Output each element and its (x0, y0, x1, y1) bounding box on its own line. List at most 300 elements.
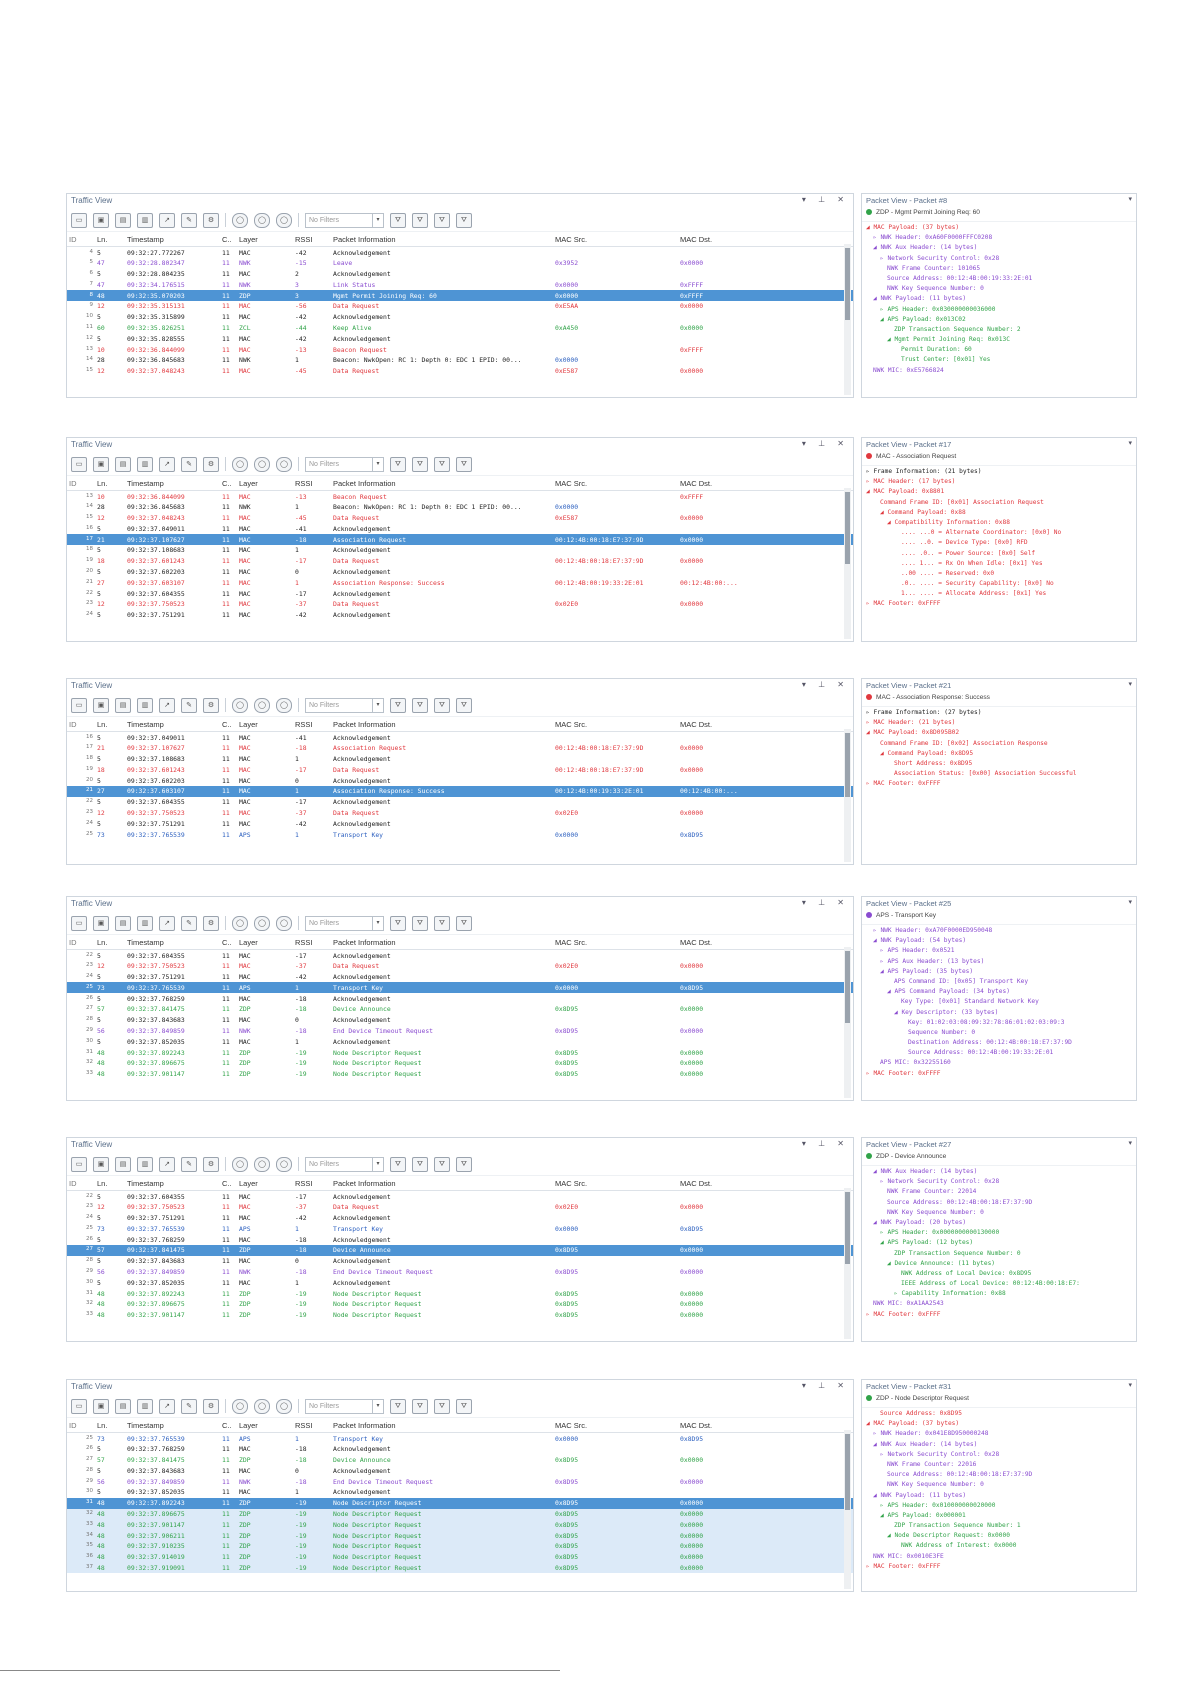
table-row[interactable] (67, 1487, 853, 1498)
export-icon[interactable]: ▤ (115, 213, 131, 228)
export-icon[interactable]: ▤ (115, 916, 131, 931)
column-header-id[interactable]: ID (69, 1421, 77, 1430)
tree-node[interactable]: ▹ NWK Header: 0x041E8D950000248 (873, 1430, 989, 1438)
table-row[interactable] (67, 1058, 853, 1069)
window-controls[interactable]: ▾ ⊥ ✕ (801, 1139, 849, 1148)
tree-node[interactable]: NWK Key Sequence Number: 0 (887, 285, 984, 293)
column-header-mac_src[interactable]: MAC Src. (555, 235, 588, 244)
tree-node[interactable]: 1... .... = Allocate Address: [0x1] Yes (901, 590, 1047, 598)
filter-clear-icon[interactable]: ⛛ (456, 698, 472, 713)
table-row[interactable] (67, 1202, 853, 1213)
comment-icon[interactable]: ◯ (232, 213, 248, 228)
table-row[interactable] (67, 950, 853, 961)
table-row[interactable] (67, 1563, 853, 1574)
back-icon[interactable]: ◯ (254, 457, 270, 472)
vertical-scrollbar[interactable] (844, 1430, 851, 1589)
column-header-mac_src[interactable]: MAC Src. (555, 1179, 588, 1188)
window-controls[interactable]: ▾ ⊥ ✕ (801, 898, 849, 907)
edit-icon[interactable]: ✎ (181, 916, 197, 931)
table-row[interactable] (67, 599, 853, 610)
filter-clear-icon[interactable]: ⛛ (456, 1399, 472, 1414)
share-icon[interactable]: ↗ (159, 1399, 175, 1414)
table-row[interactable] (67, 1310, 853, 1321)
filter-select[interactable] (305, 1157, 384, 1172)
table-row[interactable] (67, 1465, 853, 1476)
filter-apply-icon[interactable]: ⛛ (434, 213, 450, 228)
column-header-layer[interactable]: Layer (239, 720, 258, 729)
column-header-mac_dst[interactable]: MAC Dst. (680, 479, 713, 488)
filter-select[interactable] (305, 213, 384, 228)
tree-node[interactable]: Source Address: 00:12:4B:00:18:E7:37:9D (887, 1198, 1033, 1206)
tree-node[interactable]: ◢ APS Command Payload: (34 bytes) (887, 988, 1010, 996)
table-row[interactable] (67, 808, 853, 819)
column-header-layer[interactable]: Layer (239, 1421, 258, 1430)
column-header-info[interactable]: Packet Information (333, 1179, 396, 1188)
table-row[interactable] (67, 1444, 853, 1455)
share-icon[interactable]: ↗ (159, 457, 175, 472)
back-icon[interactable]: ◯ (254, 213, 270, 228)
table-row[interactable] (67, 502, 853, 513)
edit-icon[interactable]: ✎ (181, 1399, 197, 1414)
tree-node[interactable]: ▹ APS Aux Header: (13 bytes) (880, 957, 985, 965)
tree-node[interactable]: ◢ Command Payload: 0x8D95 (880, 749, 974, 757)
filter-clear-icon[interactable]: ⛛ (456, 457, 472, 472)
column-header-ts[interactable]: Timestamp (127, 938, 164, 947)
filter-add-icon[interactable]: ⛛ (390, 1399, 406, 1414)
tree-node[interactable]: ◢ Key Descriptor: (33 bytes) (894, 1008, 999, 1016)
tree-node[interactable]: NWK Frame Counter: 101065 (887, 264, 981, 272)
table-row[interactable] (67, 754, 853, 765)
save-icon[interactable]: ▣ (93, 213, 109, 228)
tree-node[interactable]: NWK Frame Counter: 22014 (887, 1188, 977, 1196)
column-header-ln[interactable]: Ln. (97, 1421, 108, 1430)
table-row[interactable] (67, 1267, 853, 1278)
column-header-ts[interactable]: Timestamp (127, 1421, 164, 1430)
tree-node[interactable]: ◢ NWK Payload: (11 bytes) (873, 295, 967, 303)
tree-node[interactable]: ◢ Mgmt Permit Joining Req: 0x013C (887, 336, 1010, 344)
window-controls[interactable]: ▾ ⊥ ✕ (801, 680, 849, 689)
tree-node[interactable]: ZDP Transaction Sequence Number: 1 (894, 1522, 1021, 1530)
table-row[interactable] (67, 982, 853, 993)
comment-icon[interactable]: ◯ (232, 1157, 248, 1172)
column-header-info[interactable]: Packet Information (333, 479, 396, 488)
tree-node[interactable]: IEEE Address of Local Device: 00:12:4B:00:18:E7: (901, 1280, 1080, 1288)
tree-node[interactable]: ◢ APS Payload: 0x000001 (880, 1511, 966, 1519)
table-row[interactable] (67, 312, 853, 323)
table-row[interactable] (67, 513, 853, 524)
table-row[interactable] (67, 1519, 853, 1530)
tree-node[interactable]: NWK MIC: 0xE5766824 (873, 366, 944, 374)
vertical-scrollbar[interactable] (844, 729, 851, 862)
open-file-icon[interactable]: ▭ (71, 698, 87, 713)
tree-node[interactable]: ▹ Network Security Control: 0x28 (880, 254, 1000, 262)
tree-node[interactable]: NWK Key Sequence Number: 0 (887, 1208, 984, 1216)
tree-node[interactable]: ◢ MAC Payload: (37 bytes) (866, 1420, 960, 1428)
tree-node[interactable]: ◢ MAC Payload: 0x8801 (866, 488, 945, 496)
filter-add-icon[interactable]: ⛛ (390, 698, 406, 713)
tree-node[interactable]: ZDP Transaction Sequence Number: 2 (894, 325, 1021, 333)
column-header-ln[interactable]: Ln. (97, 938, 108, 947)
tree-node[interactable]: ▹ Capability Information: 0x88 (894, 1290, 1006, 1298)
table-row[interactable] (67, 567, 853, 578)
table-row[interactable] (67, 366, 853, 377)
tree-node[interactable]: ▹ APS Header: 0x030000000036000 (880, 305, 996, 313)
edit-icon[interactable]: ✎ (181, 1157, 197, 1172)
chevron-down-icon[interactable]: ▾ (372, 458, 383, 471)
vertical-scrollbar[interactable] (844, 1188, 851, 1339)
settings-icon[interactable]: ⚙ (203, 1157, 219, 1172)
tree-node[interactable]: ▹ NWK Header: 0xA60F0000FFFC0208 (873, 234, 993, 242)
tree-node[interactable]: ▹ APS Header: 0x0000000000130000 (880, 1229, 1000, 1237)
filter-add-icon[interactable]: ⛛ (390, 916, 406, 931)
chevron-down-icon[interactable]: ▾ (372, 917, 383, 930)
filter-apply-icon[interactable]: ⛛ (434, 916, 450, 931)
tree-node[interactable]: ◢ Command Payload: 0x88 (880, 508, 966, 516)
scrollbar-thumb[interactable] (845, 492, 850, 564)
tree-node[interactable]: ◢ APS Payload: 0x013C02 (880, 315, 966, 323)
table-row[interactable] (67, 818, 853, 829)
tree-node[interactable]: Command Frame ID: [0x01] Association Request (880, 498, 1044, 506)
edit-icon[interactable]: ✎ (181, 698, 197, 713)
forward-icon[interactable]: ◯ (276, 213, 292, 228)
filter-edit-icon[interactable]: ⛛ (412, 1157, 428, 1172)
tree-node[interactable]: APS Command ID: [0x05] Transport Key (894, 977, 1029, 985)
tree-node[interactable]: ◢ NWK Aux Header: (14 bytes) (873, 1168, 978, 1175)
tree-node[interactable]: ▹ MAC Footer: 0xFFFF (866, 1310, 941, 1318)
open-file-icon[interactable]: ▭ (71, 1157, 87, 1172)
table-row[interactable] (67, 775, 853, 786)
column-header-info[interactable]: Packet Information (333, 235, 396, 244)
table-row[interactable] (67, 1069, 853, 1080)
tree-node[interactable]: ▹ Frame Information: (27 bytes) (866, 709, 982, 716)
tree-node[interactable]: Source Address: 00:12:4B:00:19:33:2E:01 (908, 1049, 1054, 1057)
scrollbar-thumb[interactable] (845, 248, 850, 320)
chevron-down-icon[interactable]: ▾ (1128, 681, 1132, 688)
column-header-info[interactable]: Packet Information (333, 1421, 396, 1430)
table-row[interactable] (67, 1256, 853, 1267)
column-header-ch[interactable]: C.. (222, 720, 232, 729)
tree-node[interactable]: Destination Address: 00:12:4B:00:18:E7:37:9D (908, 1039, 1072, 1047)
tree-node[interactable]: ◢ Device Announce: (11 bytes) (887, 1259, 996, 1267)
save-icon[interactable]: ▣ (93, 1399, 109, 1414)
open-file-icon[interactable]: ▭ (71, 1399, 87, 1414)
chevron-down-icon[interactable]: ▾ (372, 214, 383, 227)
table-row[interactable] (67, 344, 853, 355)
filter-add-icon[interactable]: ⛛ (390, 457, 406, 472)
column-header-layer[interactable]: Layer (239, 235, 258, 244)
comment-icon[interactable]: ◯ (232, 916, 248, 931)
tree-node[interactable]: ◢ Compatibility Information: 0x88 (887, 518, 1010, 526)
settings-icon[interactable]: ⚙ (203, 213, 219, 228)
table-row[interactable] (67, 588, 853, 599)
settings-icon[interactable]: ⚙ (203, 916, 219, 931)
column-header-mac_src[interactable]: MAC Src. (555, 720, 588, 729)
window-controls[interactable]: ▾ ⊥ ✕ (801, 439, 849, 448)
tree-node[interactable]: Sequence Number: 0 (908, 1028, 976, 1036)
column-header-ch[interactable]: C.. (222, 1421, 232, 1430)
save-icon[interactable]: ▣ (93, 916, 109, 931)
export-icon[interactable]: ▤ (115, 1399, 131, 1414)
table-row[interactable] (67, 258, 853, 269)
back-icon[interactable]: ◯ (254, 1399, 270, 1414)
table-row[interactable] (67, 743, 853, 754)
filter-clear-icon[interactable]: ⛛ (456, 1157, 472, 1172)
filter-select[interactable] (305, 457, 384, 472)
table-row[interactable] (67, 1498, 853, 1509)
comment-icon[interactable]: ◯ (232, 698, 248, 713)
tree-node[interactable]: .... ..0. = Device Type: [0x0] RFD (901, 539, 1028, 547)
tree-node[interactable]: ◢ NWK Payload: (11 bytes) (873, 1491, 967, 1499)
filter-clear-icon[interactable]: ⛛ (456, 213, 472, 228)
tree-node[interactable]: ◢ NWK Aux Header: (14 bytes) (873, 1440, 978, 1448)
filter-clear-icon[interactable]: ⛛ (456, 916, 472, 931)
table-row[interactable] (67, 1047, 853, 1058)
tree-node[interactable]: Source Address: 0x8D95 (880, 1410, 962, 1417)
chevron-down-icon[interactable]: ▾ (1128, 899, 1132, 906)
table-row[interactable] (67, 1277, 853, 1288)
table-row[interactable] (67, 577, 853, 588)
tree-node[interactable]: ▹ MAC Footer: 0xFFFF (866, 780, 941, 788)
table-row[interactable] (67, 247, 853, 258)
column-header-rssi[interactable]: RSSI (295, 1179, 313, 1188)
table-row[interactable] (67, 1213, 853, 1224)
tree-node[interactable]: ▹ MAC Header: (17 bytes) (866, 478, 956, 486)
column-header-ts[interactable]: Timestamp (127, 479, 164, 488)
tree-node[interactable]: ◢ MAC Payload: (37 bytes) (866, 224, 960, 231)
column-header-rssi[interactable]: RSSI (295, 1421, 313, 1430)
column-header-ts[interactable]: Timestamp (127, 1179, 164, 1188)
tree-node[interactable]: Key Type: [0x01] Standard Network Key (901, 998, 1039, 1006)
tree-node[interactable]: NWK Address of Local Device: 0x8D95 (901, 1269, 1032, 1277)
tree-node[interactable]: ▹ Network Security Control: 0x28 (880, 1450, 1000, 1458)
table-row[interactable] (67, 290, 853, 301)
tree-node[interactable]: ▹ APS Header: 0x0521 (880, 947, 955, 955)
table-row[interactable] (67, 545, 853, 556)
tree-node[interactable]: .... ...0 = Alternate Coordinator: [0x0] No (901, 529, 1062, 537)
tree-node[interactable]: Source Address: 00:12:4B:00:19:33:2E:01 (887, 274, 1033, 282)
filter-apply-icon[interactable]: ⛛ (434, 457, 450, 472)
filter-edit-icon[interactable]: ⛛ (412, 698, 428, 713)
chevron-down-icon[interactable]: ▾ (1128, 196, 1132, 203)
filter-apply-icon[interactable]: ⛛ (434, 1157, 450, 1172)
chevron-down-icon[interactable]: ▾ (372, 699, 383, 712)
table-row[interactable] (67, 1191, 853, 1202)
tree-node[interactable]: APS MIC: 0x32255160 (880, 1059, 951, 1067)
tree-node[interactable]: Association Status: [0x00] Association Successful (894, 770, 1077, 778)
column-header-layer[interactable]: Layer (239, 938, 258, 947)
tree-node[interactable]: Command Frame ID: [0x02] Association Response (880, 739, 1048, 747)
scrollbar-thumb[interactable] (845, 951, 850, 1023)
tree-node[interactable]: ▹ MAC Footer: 0xFFFF (866, 600, 941, 608)
tree-node[interactable]: .... .0.. = Power Source: [0x0] Self (901, 549, 1036, 557)
tree-node[interactable]: Permit Duration: 60 (901, 346, 972, 354)
print-icon[interactable]: ▥ (137, 1157, 153, 1172)
tree-node[interactable]: ◢ MAC Payload: 0x8D095B02 (866, 729, 960, 737)
comment-icon[interactable]: ◯ (232, 457, 248, 472)
table-row[interactable] (67, 1299, 853, 1310)
table-row[interactable] (67, 797, 853, 808)
table-row[interactable] (67, 333, 853, 344)
export-icon[interactable]: ▤ (115, 1157, 131, 1172)
chevron-down-icon[interactable]: ▾ (372, 1158, 383, 1171)
filter-add-icon[interactable]: ⛛ (390, 213, 406, 228)
table-row[interactable] (67, 786, 853, 797)
column-header-mac_dst[interactable]: MAC Dst. (680, 720, 713, 729)
column-header-id[interactable]: ID (69, 479, 77, 488)
column-header-mac_dst[interactable]: MAC Dst. (680, 1179, 713, 1188)
edit-icon[interactable]: ✎ (181, 213, 197, 228)
window-controls[interactable]: ▾ ⊥ ✕ (801, 195, 849, 204)
export-icon[interactable]: ▤ (115, 457, 131, 472)
table-row[interactable] (67, 1552, 853, 1563)
forward-icon[interactable]: ◯ (276, 1399, 292, 1414)
table-row[interactable] (67, 355, 853, 366)
column-header-ch[interactable]: C.. (222, 938, 232, 947)
tree-node[interactable]: NWK Address of Interest: 0x0000 (901, 1542, 1017, 1550)
column-header-ch[interactable]: C.. (222, 235, 232, 244)
column-header-mac_dst[interactable]: MAC Dst. (680, 1421, 713, 1430)
table-row[interactable] (67, 1433, 853, 1444)
column-header-id[interactable]: ID (69, 235, 77, 244)
tree-node[interactable]: Source Address: 00:12:4B:00:18:E7:37:9D (887, 1471, 1033, 1479)
table-row[interactable] (67, 1234, 853, 1245)
column-header-ln[interactable]: Ln. (97, 720, 108, 729)
comment-icon[interactable]: ◯ (232, 1399, 248, 1414)
print-icon[interactable]: ▥ (137, 916, 153, 931)
column-header-info[interactable]: Packet Information (333, 720, 396, 729)
table-row[interactable] (67, 491, 853, 502)
tree-node[interactable]: ZDP Transaction Sequence Number: 0 (894, 1249, 1021, 1257)
forward-icon[interactable]: ◯ (276, 1157, 292, 1172)
table-row[interactable] (67, 1026, 853, 1037)
tree-node[interactable]: Key: 01:02:03:08:09:32:78:86:01:02:03:09:3 (908, 1018, 1065, 1026)
table-row[interactable] (67, 1036, 853, 1047)
column-header-mac_src[interactable]: MAC Src. (555, 938, 588, 947)
back-icon[interactable]: ◯ (254, 698, 270, 713)
column-header-mac_src[interactable]: MAC Src. (555, 479, 588, 488)
vertical-scrollbar[interactable] (844, 947, 851, 1098)
tree-node[interactable]: ◢ APS Payload: (35 bytes) (880, 967, 974, 975)
tree-node[interactable]: ◢ APS Payload: (12 bytes) (880, 1239, 974, 1247)
window-controls[interactable]: ▾ ⊥ ✕ (801, 1381, 849, 1390)
table-row[interactable] (67, 993, 853, 1004)
table-row[interactable] (67, 279, 853, 290)
scrollbar-thumb[interactable] (845, 1192, 850, 1264)
column-header-id[interactable]: ID (69, 1179, 77, 1188)
column-header-id[interactable]: ID (69, 938, 77, 947)
table-row[interactable] (67, 269, 853, 280)
filter-apply-icon[interactable]: ⛛ (434, 1399, 450, 1414)
table-row[interactable] (67, 534, 853, 545)
table-row[interactable] (67, 301, 853, 312)
column-header-layer[interactable]: Layer (239, 479, 258, 488)
column-header-id[interactable]: ID (69, 720, 77, 729)
column-header-info[interactable]: Packet Information (333, 938, 396, 947)
column-header-ln[interactable]: Ln. (97, 479, 108, 488)
table-row[interactable] (67, 610, 853, 621)
table-row[interactable] (67, 1541, 853, 1552)
tree-node[interactable]: ..00 .... = Reserved: 0x0 (901, 569, 995, 577)
tree-node[interactable]: .... 1... = Rx On When Idle: [0x1] Yes (901, 559, 1043, 567)
column-header-rssi[interactable]: RSSI (295, 235, 313, 244)
tree-node[interactable]: ◢ NWK Payload: (20 bytes) (873, 1218, 967, 1226)
settings-icon[interactable]: ⚙ (203, 698, 219, 713)
table-row[interactable] (67, 1015, 853, 1026)
open-file-icon[interactable]: ▭ (71, 457, 87, 472)
table-row[interactable] (67, 829, 853, 840)
column-header-ch[interactable]: C.. (222, 1179, 232, 1188)
export-icon[interactable]: ▤ (115, 698, 131, 713)
tree-node[interactable]: Short Address: 0x8D95 (894, 759, 973, 767)
filter-edit-icon[interactable]: ⛛ (412, 916, 428, 931)
tree-node[interactable]: ▹ MAC Footer: 0xFFFF (866, 1562, 941, 1570)
tree-node[interactable]: NWK Key Sequence Number: 0 (887, 1481, 984, 1489)
column-header-ts[interactable]: Timestamp (127, 235, 164, 244)
table-row[interactable] (67, 323, 853, 334)
chevron-down-icon[interactable]: ▾ (1128, 440, 1132, 447)
table-row[interactable] (67, 1455, 853, 1466)
filter-select[interactable] (305, 1399, 384, 1414)
table-row[interactable] (67, 523, 853, 534)
table-row[interactable] (67, 972, 853, 983)
share-icon[interactable]: ↗ (159, 1157, 175, 1172)
settings-icon[interactable]: ⚙ (203, 457, 219, 472)
column-header-mac_dst[interactable]: MAC Dst. (680, 938, 713, 947)
table-row[interactable] (67, 732, 853, 743)
print-icon[interactable]: ▥ (137, 457, 153, 472)
table-row[interactable] (67, 1223, 853, 1234)
vertical-scrollbar[interactable] (844, 488, 851, 639)
table-row[interactable] (67, 1288, 853, 1299)
edit-icon[interactable]: ✎ (181, 457, 197, 472)
forward-icon[interactable]: ◯ (276, 916, 292, 931)
table-row[interactable] (67, 1245, 853, 1256)
filter-select[interactable] (305, 916, 384, 931)
print-icon[interactable]: ▥ (137, 1399, 153, 1414)
table-row[interactable] (67, 961, 853, 972)
share-icon[interactable]: ↗ (159, 698, 175, 713)
forward-icon[interactable]: ◯ (276, 457, 292, 472)
vertical-scrollbar[interactable] (844, 244, 851, 395)
share-icon[interactable]: ↗ (159, 213, 175, 228)
filter-add-icon[interactable]: ⛛ (390, 1157, 406, 1172)
back-icon[interactable]: ◯ (254, 1157, 270, 1172)
tree-node[interactable]: ▹ Frame Information: (21 bytes) (866, 468, 982, 475)
chevron-down-icon[interactable]: ▾ (372, 1400, 383, 1413)
column-header-ts[interactable]: Timestamp (127, 720, 164, 729)
save-icon[interactable]: ▣ (93, 1157, 109, 1172)
column-header-mac_src[interactable]: MAC Src. (555, 1421, 588, 1430)
open-file-icon[interactable]: ▭ (71, 916, 87, 931)
tree-node[interactable]: ◢ NWK Payload: (54 bytes) (873, 937, 967, 945)
open-file-icon[interactable]: ▭ (71, 213, 87, 228)
save-icon[interactable]: ▣ (93, 457, 109, 472)
column-header-ln[interactable]: Ln. (97, 235, 108, 244)
table-row[interactable] (67, 1509, 853, 1520)
table-row[interactable] (67, 1530, 853, 1541)
column-header-rssi[interactable]: RSSI (295, 479, 313, 488)
tree-node[interactable]: ◢ Node Descriptor Request: 0x0000 (887, 1532, 1010, 1540)
tree-node[interactable]: ◢ NWK Aux Header: (14 bytes) (873, 244, 978, 252)
filter-edit-icon[interactable]: ⛛ (412, 213, 428, 228)
filter-edit-icon[interactable]: ⛛ (412, 457, 428, 472)
print-icon[interactable]: ▥ (137, 698, 153, 713)
tree-node[interactable]: ▹ MAC Footer: 0xFFFF (866, 1069, 941, 1077)
tree-node[interactable]: .0.. .... = Security Capability: [0x0] No (901, 580, 1054, 588)
scrollbar-thumb[interactable] (845, 733, 850, 797)
tree-node[interactable]: ▹ Network Security Control: 0x28 (880, 1178, 1000, 1186)
tree-node[interactable]: NWK MIC: 0x0010E3FE (873, 1552, 944, 1560)
